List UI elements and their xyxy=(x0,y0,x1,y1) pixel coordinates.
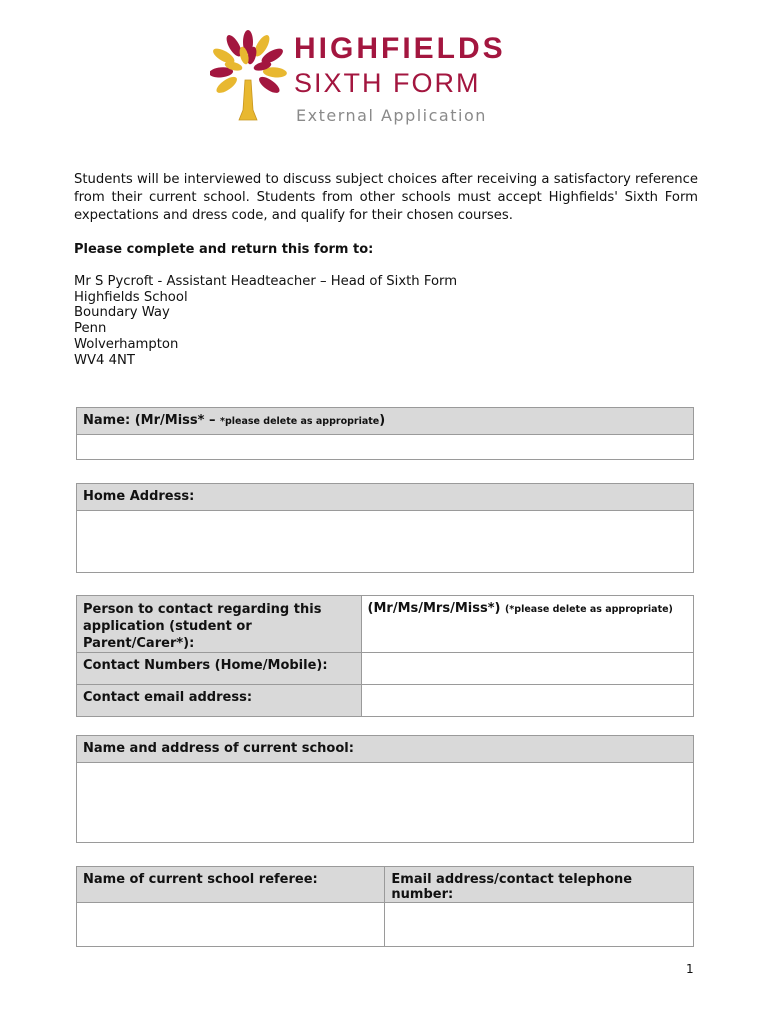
address-line: WV4 4NT xyxy=(74,352,135,368)
address-line: Highfields School xyxy=(74,289,188,305)
name-delete-note: *please delete as appropriate xyxy=(220,416,380,427)
contact-person-input[interactable] xyxy=(361,596,693,653)
referee-contact-label: Email address/contact telephone number: xyxy=(385,867,694,903)
name-section xyxy=(76,407,694,460)
current-school-label: Name and address of current school: xyxy=(77,736,693,763)
brand-name: HIGHFIELDS xyxy=(294,32,506,65)
contact-person-label: Person to contact regarding this application (student or Parent/Carer*): xyxy=(77,596,362,653)
page-number: 1 xyxy=(686,962,694,976)
current-school-section xyxy=(76,735,694,843)
contact-email-label: Contact email address: xyxy=(77,685,362,717)
address-line: Wolverhampton xyxy=(74,336,179,352)
address-line: Mr S Pycroft - Assistant Headteacher – Head of Sixth Form xyxy=(74,274,458,289)
intro-paragraph: Students will be interviewed to discuss subject choices after receiving a satisfactory reference from their current school. Students from other schools must accept Highfields' Sixth Form expectations and dress code, and qualify for their chosen courses. xyxy=(74,172,698,223)
referee-name-input[interactable] xyxy=(77,903,385,947)
referee-name-label: Name of current school referee: xyxy=(77,867,385,903)
contact-table xyxy=(76,595,694,717)
contact-numbers-input[interactable] xyxy=(361,653,693,685)
address-line: Penn xyxy=(74,321,107,337)
home-address-input-area[interactable] xyxy=(77,511,693,572)
school-logo xyxy=(210,28,510,128)
referee-table xyxy=(76,866,694,947)
title-options: (Mr/Ms/Mrs/Miss*) xyxy=(367,601,501,616)
contact-email-input[interactable] xyxy=(361,685,693,717)
title-delete-note: (*please delete as appropriate) xyxy=(504,604,673,615)
name-label: Name: (Mr/Miss* – *please delete as appropriate) xyxy=(77,408,693,435)
brand-subname: SIXTH FORM xyxy=(294,68,481,98)
home-address-section xyxy=(76,483,694,573)
current-school-input-area[interactable] xyxy=(77,763,693,842)
contact-numbers-label: Contact Numbers (Home/Mobile): xyxy=(77,653,362,685)
home-address-label: Home Address: xyxy=(77,484,693,511)
document-subtitle: External Application xyxy=(296,106,487,125)
name-input-area[interactable] xyxy=(77,435,693,459)
address-line: Boundary Way xyxy=(74,305,170,321)
referee-contact-input[interactable] xyxy=(385,903,694,947)
return-address xyxy=(74,274,457,368)
tree-logo-icon xyxy=(210,28,290,128)
return-heading: Please complete and return this form to: xyxy=(74,242,374,257)
